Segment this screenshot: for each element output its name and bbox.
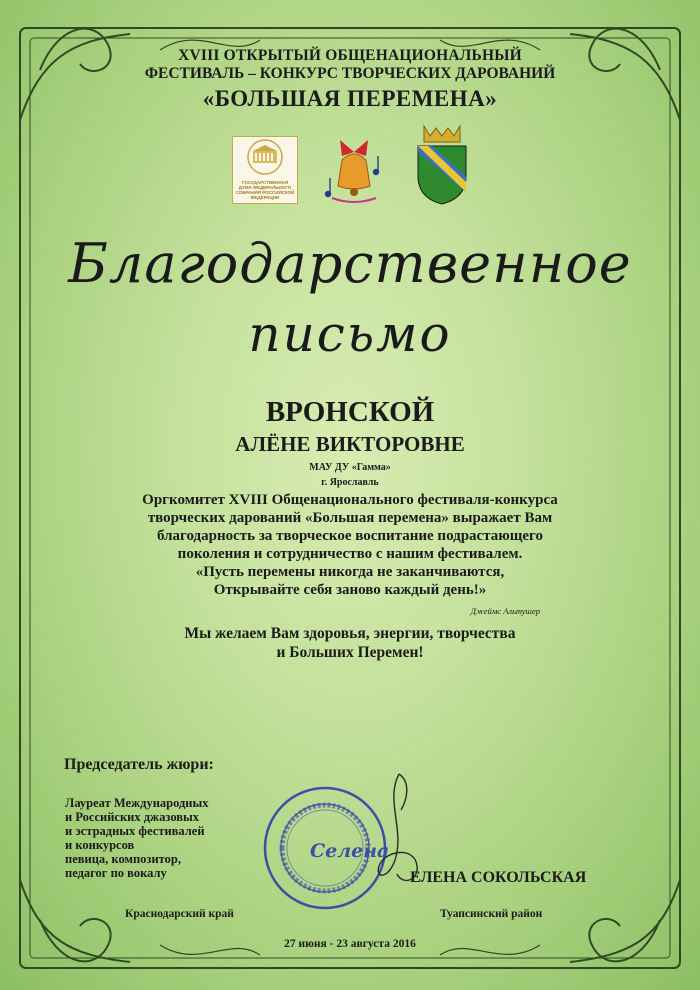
duma-logo	[232, 136, 298, 204]
coat-of-arms-icon	[414, 122, 470, 206]
recipient-surname: ВРОНСКОЙ	[265, 396, 435, 428]
laureate-line: и Российских джазовых	[65, 810, 200, 824]
signer-name: ЕЛЕНА СОКОЛЬСКАЯ	[410, 869, 587, 886]
header-line-1: XVIII ОТКРЫТЫЙ ОБЩЕНАЦИОНАЛЬНЫЙ	[178, 47, 522, 64]
laureate-line: Лауреат Международных	[65, 796, 209, 810]
region-left: Краснодарский край	[125, 908, 234, 920]
stamp-text: Селена	[310, 840, 390, 862]
laureate-line: певица, композитор,	[65, 852, 181, 866]
recipient-city: г. Ярославль	[321, 477, 379, 488]
body-text	[80, 491, 620, 599]
title-line-2: письмо	[248, 305, 452, 363]
body-line: поколения и сотрудничество с нашим фестивалем.	[177, 546, 523, 562]
laureate-text	[65, 796, 265, 880]
body-line: творческих дарований «Большая перемена» выражает Вам	[147, 510, 553, 526]
chair-label: Председатель жюри:	[64, 756, 214, 773]
title-line-1: Благодарственное	[68, 232, 632, 295]
festival-title: «БОЛЬШАЯ ПЕРЕМЕНА»	[202, 86, 498, 111]
duma-logo-text: ГОСУДАРСТВЕННАЯ ДУМА ФЕДЕРАЛЬНОГО СОБРАНИЯ РОССИЙСКОЙ ФЕДЕРАЦИИ	[235, 180, 295, 200]
wish-line: Мы желаем Вам здоровья, энергии, творчества	[184, 625, 516, 642]
quote-author: Джеймс Альтушер	[470, 606, 540, 616]
bell-icon	[322, 134, 386, 206]
quote-line: Открывайте себя заново каждый день!»	[213, 582, 487, 598]
laureate-line: и эстрадных фестивалей	[65, 824, 205, 838]
laureate-line: и конкурсов	[65, 838, 135, 852]
wish-text	[90, 624, 610, 662]
body-line: благодарность за творческое воспитание подрастающего	[156, 528, 543, 544]
header-line-2: ФЕСТИВАЛЬ – КОНКУРС ТВОРЧЕСКИХ ДАРОВАНИЙ	[144, 65, 556, 82]
festival-dates: 27 июня - 23 августа 2016	[284, 938, 416, 950]
body-line: Оргкомитет XVIII Общенационального фестиваля-конкурса	[142, 492, 558, 508]
recipient-org: МАУ ДУ «Гамма»	[309, 462, 391, 473]
wish-line: и Больших Перемен!	[276, 644, 424, 661]
laureate-line: педагог по вокалу	[65, 866, 167, 880]
recipient-name: АЛЁНЕ ВИКТОРОВНЕ	[235, 432, 465, 456]
region-right: Туапсинский район	[440, 908, 543, 920]
duma-building-icon	[233, 137, 297, 177]
quote-line: «Пусть перемены никогда не заканчиваются,	[195, 564, 505, 580]
